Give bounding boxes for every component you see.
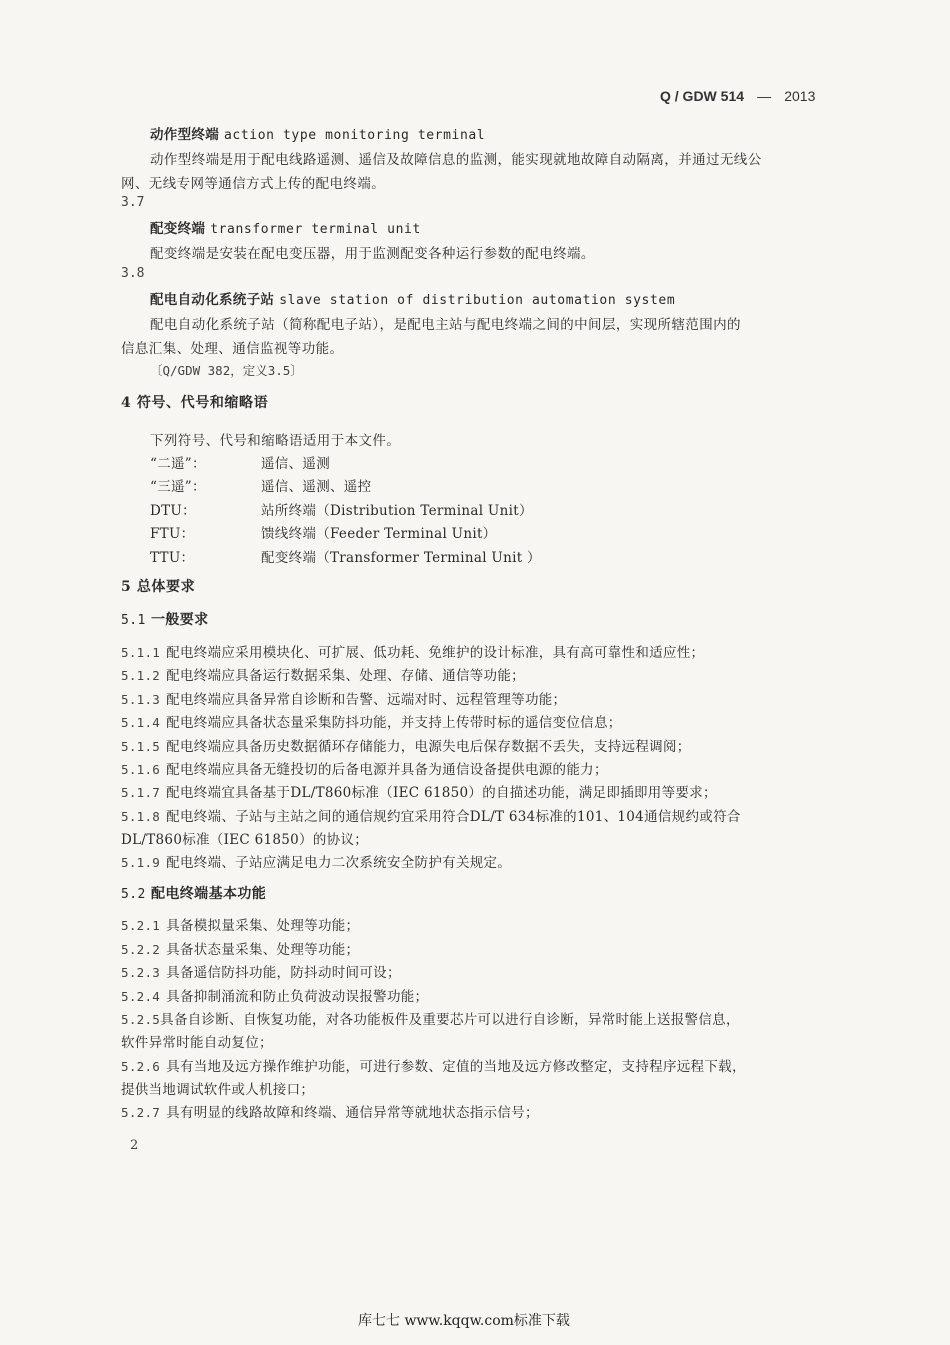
symbol-row: FTU： xyxy=(150,526,195,542)
term-3-8: 配电自动化系统子站 slave station of distribution automation system xyxy=(150,292,676,308)
section-4-intro: 下列符号、代号和缩略语适用于本文件。 xyxy=(150,433,401,449)
doc-header xyxy=(660,86,815,105)
term-3-6: 动作型终端 action type monitoring terminal xyxy=(150,127,486,143)
section-4-heading: 4 符号、代号和缩略语 xyxy=(121,395,269,411)
clause-number-3-8: 3.8 xyxy=(121,266,145,281)
clause-5-2-6-cont: 提供当地调试软件或人机接口； xyxy=(121,1082,315,1098)
clause-5-2-5: 5.2.5具备自诊断、自恢复功能，对各功能板件及重要芯片可以进行自诊断，异常时能上送报警信息， xyxy=(121,1012,740,1028)
symbol-desc: 站所终端（Distribution Terminal Unit） xyxy=(261,503,533,519)
clause-5-1-5: 5.1.5 配电终端应具备历史数据循环存储能力，电源失电后保存数据不丢失，支持远程调阅； xyxy=(121,739,691,755)
clause-number-3-7: 3.7 xyxy=(121,195,145,210)
clause-5-1-1: 5.1.1 配电终端应采用模块化、可扩展、低功耗、免维护的设计标准，具有高可靠性和适应性； xyxy=(121,645,705,661)
def-3-7-line1: 配变终端是安装在配电变压器，用于监测配变各种运行参数的配电终端。 xyxy=(150,246,595,262)
clause-5-2-2: 5.2.2 具备状态量采集、处理等功能； xyxy=(121,942,360,958)
def-3-6-line2: 网、无线专网等通信方式上传的配电终端。 xyxy=(121,176,386,192)
clause-5-1-3: 5.1.3 配电终端应具备异常自诊断和告警、远端对时、远程管理等功能； xyxy=(121,692,567,708)
subsection-5-1-heading: 5.1 一般要求 xyxy=(121,612,209,628)
clause-5-2-1: 5.2.1 具备模拟量采集、处理等功能； xyxy=(121,918,360,934)
clause-5-1-6: 5.1.6 配电终端应具备无缝投切的后备电源并具备为通信设备提供电源的能力； xyxy=(121,762,608,778)
clause-5-2-3: 5.2.3 具备遥信防抖功能，防抖动时间可设； xyxy=(121,965,401,981)
def-3-6-line1: 动作型终端是用于配电线路遥测、遥信及故障信息的监测，能实现就地故障自动隔离，并通过无线公 xyxy=(150,152,762,168)
clause-5-2-6: 5.2.6 具有当地及远方操作维护功能，可进行参数、定值的当地及远方修改整定，支持程序远程下载， xyxy=(121,1059,746,1075)
symbol-desc: 馈线终端（Feeder Terminal Unit） xyxy=(261,526,497,542)
standard-year: 2013 xyxy=(784,88,816,104)
symbol-row: “二遥”： xyxy=(150,456,206,472)
clause-5-2-5-cont: 软件异常时能自动复位； xyxy=(121,1035,273,1051)
clause-5-1-8-cont: DL/T860标准（IEC 61850）的协议； xyxy=(121,832,369,848)
symbol-row: DTU： xyxy=(150,503,196,519)
symbol-desc: 配变终端（Transformer Terminal Unit ） xyxy=(261,550,541,566)
section-5-heading: 5 总体要求 xyxy=(121,579,196,595)
subsection-5-2-heading: 5.2 配电终端基本功能 xyxy=(121,886,267,902)
term-3-7: 配变终端 transformer terminal unit xyxy=(150,221,421,237)
def-3-8-line1: 配电自动化系统子站（简称配电子站），是配电主站与配电终端之间的中间层，实现所辖范围内的 xyxy=(150,317,741,333)
clause-5-1-2: 5.1.2 配电终端应具备运行数据采集、处理、存储、通信等功能； xyxy=(121,668,525,684)
page-number: 2 xyxy=(130,1138,139,1153)
symbol-row: TTU： xyxy=(150,550,195,566)
clause-5-1-7: 5.1.7 配电终端宜具备基于DL/T860标准（IEC 61850）的自描述功能，满足即插即用等要求； xyxy=(121,785,717,801)
symbol-row: “三遥”： xyxy=(150,479,206,495)
def-3-8-line2: 信息汇集、处理、通信监视等功能。 xyxy=(121,341,344,357)
clause-5-1-9: 5.1.9 配电终端、子站应满足电力二次系统安全防护有关规定。 xyxy=(121,855,512,871)
footer-watermark: 库七七 www.kqqw.com标准下载 xyxy=(358,1313,570,1329)
def-3-8-reference: 〔Q/GDW 382，定义3.5〕 xyxy=(150,363,303,378)
standard-code: Q / GDW 514 xyxy=(660,88,745,104)
clause-5-1-4: 5.1.4 配电终端应具备状态量采集防抖功能，并支持上传带时标的遥信变位信息； xyxy=(121,715,622,731)
header-separator: — xyxy=(757,88,772,104)
clause-5-2-4: 5.2.4 具备抑制涌流和防止负荷波动误报警功能； xyxy=(121,989,429,1005)
symbol-desc: 遥信、遥测 xyxy=(261,456,330,472)
clause-5-2-7: 5.2.7 具有明显的线路故障和终端、通信异常等就地状态指示信号； xyxy=(121,1105,539,1121)
symbol-desc: 遥信、遥测、遥控 xyxy=(261,479,372,495)
clause-5-1-8: 5.1.8 配电终端、子站与主站之间的通信规约宜采用符合DL/T 634标准的101、104通信规约或符合 xyxy=(121,809,741,825)
